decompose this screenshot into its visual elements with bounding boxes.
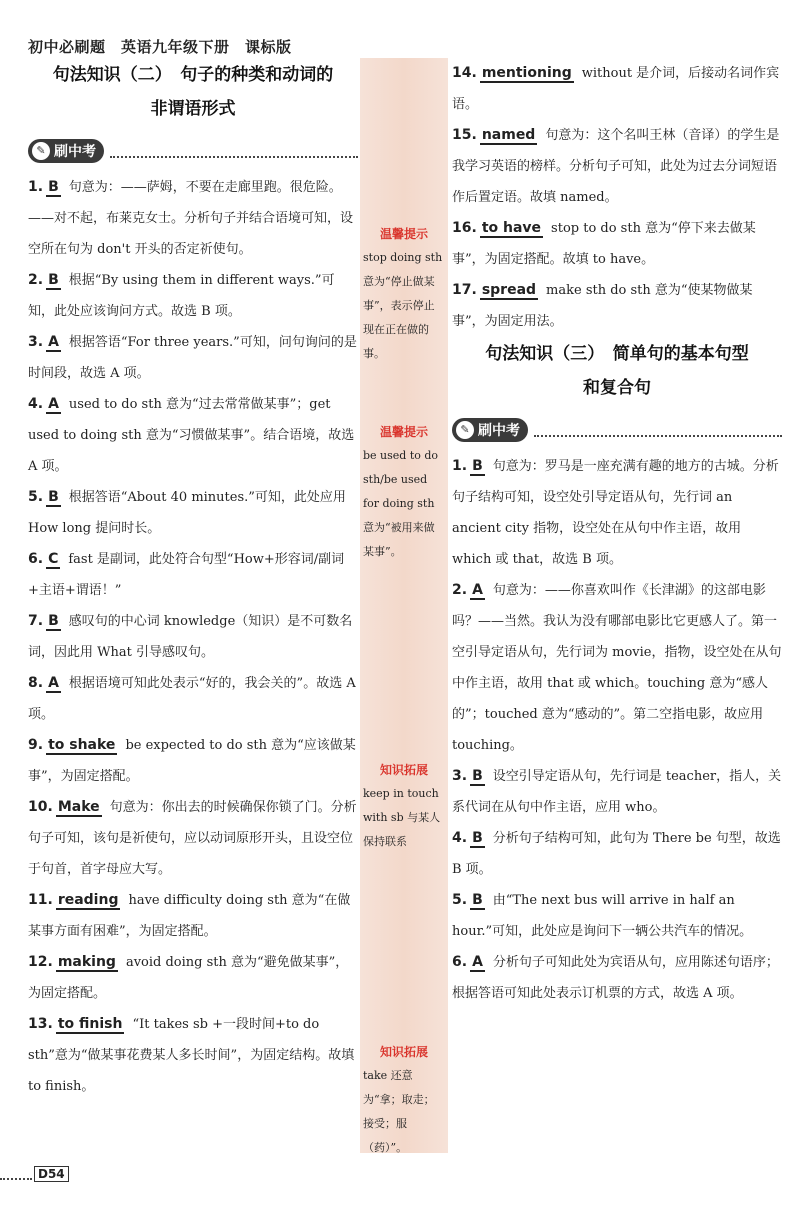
tip-text: be used to do sth/be used for doing sth 意为“被用来做某事”。 bbox=[363, 449, 439, 558]
answer-list bbox=[28, 172, 358, 1102]
item-number: 8. bbox=[28, 675, 44, 691]
answer-item bbox=[28, 482, 358, 544]
item-answer: named bbox=[481, 127, 536, 143]
section-title-line2: 和复合句 bbox=[583, 378, 651, 398]
item-answer: A bbox=[472, 582, 483, 598]
item-answer: B bbox=[48, 272, 59, 288]
item-explanation: 根据“By using them in different ways.”可知，此处应该询问方式。故选 B 项。 bbox=[28, 273, 335, 319]
item-explanation: 句意为：你出去的时候确保你锁了门。分析句子可知，该句是祈使句，应以动词原形开头，且设空位于句首，首字母应大写。 bbox=[28, 800, 357, 877]
item-number: 4. bbox=[28, 396, 44, 412]
item-number: 14. bbox=[452, 65, 477, 81]
tip-box bbox=[360, 222, 448, 366]
item-explanation: 分析句子可知此处为宾语从句，应用陈述句语序；根据答语可知此处表示订机票的方式，故选 A 项。 bbox=[452, 955, 779, 1001]
page-number: D54 bbox=[34, 1166, 69, 1182]
item-explanation: used to do sth 意为“过去常常做某事”；get used to doing sth 意为“习惯做某事”。结合语境，故选 A 项。 bbox=[28, 397, 355, 474]
item-explanation: without 是介词，后接动名词作宾语。 bbox=[452, 66, 780, 112]
left-column bbox=[28, 58, 358, 1102]
item-number: 10. bbox=[28, 799, 53, 815]
item-answer: A bbox=[48, 675, 59, 691]
item-number: 4. bbox=[452, 830, 468, 846]
answer-item bbox=[28, 792, 358, 885]
item-number: 12. bbox=[28, 954, 53, 970]
item-explanation: 根据答语“About 40 minutes.”可知，此处应用 How long 提问时长。 bbox=[28, 490, 346, 536]
item-answer: B bbox=[472, 892, 483, 908]
item-answer: B bbox=[472, 768, 483, 784]
item-answer: B bbox=[472, 830, 483, 846]
tip-text: keep in touch with sb 与某人保持联系 bbox=[363, 787, 441, 848]
item-explanation: 根据语境可知此处表示“好的，我会关的”。故选 A 项。 bbox=[28, 676, 356, 722]
badge-label: 刷中考 bbox=[54, 144, 96, 160]
item-number: 6. bbox=[28, 551, 44, 567]
answer-item bbox=[452, 120, 782, 213]
answer-item bbox=[452, 213, 782, 275]
section-title: 句法知识（三） 简单句的基本句型 bbox=[485, 344, 749, 364]
answer-item bbox=[28, 730, 358, 792]
item-number: 5. bbox=[452, 892, 468, 908]
item-answer: A bbox=[472, 954, 483, 970]
tip-box bbox=[360, 1040, 448, 1160]
item-number: 2. bbox=[28, 272, 44, 288]
answer-item bbox=[452, 58, 782, 120]
item-answer: A bbox=[48, 334, 59, 350]
answer-item bbox=[28, 1009, 358, 1102]
item-number: 9. bbox=[28, 737, 44, 753]
answer-item bbox=[452, 451, 782, 575]
footer-dotted-line bbox=[0, 1178, 32, 1180]
item-answer: Make bbox=[57, 799, 100, 815]
item-number: 1. bbox=[452, 458, 468, 474]
item-number: 7. bbox=[28, 613, 44, 629]
item-explanation: 分析句子结构可知，此句为 There be 句型，故选 B 项。 bbox=[452, 831, 781, 877]
item-explanation: 句意为：——你喜欢叫作《长津湖》的这部电影吗？——当然。我认为没有哪部电影比它更感人了。第一空引导定语从句，先行词为 movie，指物，设空处在从句中作主语，故用 that 或 which。touching 意为“感人的”；touched 意为“感动的”。第二空指电影，故应用 touching。 bbox=[452, 583, 782, 753]
item-explanation: 句意为：这个名叫王林（音译）的学生是我学习英语的榜样。分析句子可知，此处为过去分词短语作后置定语。故填 named。 bbox=[452, 128, 780, 205]
tip-title: 温馨提示 bbox=[379, 425, 428, 439]
item-explanation: stop to do sth 意为“停下来去做某事”，为固定搭配。故填 to have。 bbox=[452, 221, 756, 267]
tip-text: stop doing sth 意为“停止做某事”，表示停止现在正在做的事。 bbox=[363, 251, 443, 360]
answer-item bbox=[452, 885, 782, 947]
section-title-line2: 非谓语形式 bbox=[150, 99, 236, 119]
item-number: 11. bbox=[28, 892, 53, 908]
answer-item bbox=[28, 544, 358, 606]
answer-item bbox=[28, 172, 358, 265]
exam-badge bbox=[452, 417, 782, 443]
answer-item bbox=[28, 885, 358, 947]
item-answer: spread bbox=[481, 282, 537, 298]
tip-box bbox=[360, 758, 448, 854]
answer-item bbox=[452, 823, 782, 885]
dotted-line bbox=[534, 423, 782, 437]
item-answer: to have bbox=[481, 220, 542, 236]
item-answer: B bbox=[48, 613, 59, 629]
answer-item bbox=[28, 327, 358, 389]
answer-item bbox=[452, 275, 782, 337]
badge-label: 刷中考 bbox=[478, 423, 520, 439]
answer-item bbox=[28, 947, 358, 1009]
exam-badge bbox=[28, 138, 358, 164]
item-explanation: “It takes sb +一段时间+to do sth”意为“做某事花费某人多长时间”，为固定结构。故填 to finish。 bbox=[28, 1017, 355, 1094]
item-answer: C bbox=[48, 551, 59, 567]
item-number: 13. bbox=[28, 1016, 53, 1032]
item-number: 16. bbox=[452, 220, 477, 236]
item-explanation: 由“The next bus will arrive in half an hour.”可知，此处应是询问下一辆公共汽车的情况。 bbox=[452, 893, 753, 939]
tip-title: 温馨提示 bbox=[379, 227, 428, 241]
tip-title: 知识拓展 bbox=[379, 763, 428, 777]
item-number: 3. bbox=[28, 334, 44, 350]
pen-icon: ✎ bbox=[456, 421, 474, 439]
item-number: 1. bbox=[28, 179, 44, 195]
item-explanation: 感叹句的中心词 knowledge（知识）是不可数名词，因此用 What 引导感叹句。 bbox=[28, 614, 353, 660]
answer-item bbox=[452, 575, 782, 761]
answer-item bbox=[28, 389, 358, 482]
item-explanation: be expected to do sth 意为“应该做某事”，为固定搭配。 bbox=[28, 738, 356, 784]
section-title: 句法知识（二） 句子的种类和动词的 bbox=[52, 65, 334, 85]
item-number: 17. bbox=[452, 282, 477, 298]
item-answer: B bbox=[472, 458, 483, 474]
item-explanation: 设空引导定语从句，先行词是 teacher，指人，关系代词在从句中作主语，应用 who。 bbox=[452, 769, 782, 815]
item-answer: B bbox=[48, 179, 59, 195]
answer-list bbox=[452, 451, 782, 1009]
answer-item bbox=[28, 265, 358, 327]
item-answer: to shake bbox=[48, 737, 116, 753]
item-number: 15. bbox=[452, 127, 477, 143]
answer-item bbox=[28, 668, 358, 730]
item-explanation: 句意为：——萨姆，不要在走廊里跑。很危险。——对不起，布莱克女士。分析句子并结合语境可知，设空所在句为 don't 开头的否定祈使句。 bbox=[28, 180, 354, 257]
item-explanation: 句意为：罗马是一座充满有趣的地方的古城。分析句子结构可知，设空处引导定语从句，先行词 an ancient city 指物，设空处在从句中作主语，故用 which 或 that，故选 B 项。 bbox=[452, 459, 779, 567]
item-answer: reading bbox=[57, 892, 119, 908]
item-answer: A bbox=[48, 396, 59, 412]
item-number: 6. bbox=[452, 954, 468, 970]
item-answer: making bbox=[57, 954, 116, 970]
item-explanation: 根据答语“For three years.”可知，问句询问的是时间段，故选 A 项。 bbox=[28, 335, 357, 381]
item-number: 2. bbox=[452, 582, 468, 598]
item-number: 5. bbox=[28, 489, 44, 505]
answer-item bbox=[452, 947, 782, 1009]
answer-item bbox=[452, 761, 782, 823]
answer-item bbox=[28, 606, 358, 668]
item-explanation: have difficulty doing sth 意为“在做某事方面有困难”，为固定搭配。 bbox=[28, 893, 351, 939]
item-answer: to finish bbox=[57, 1016, 123, 1032]
answer-list-top bbox=[452, 58, 782, 337]
item-answer: mentioning bbox=[481, 65, 572, 81]
item-number: 3. bbox=[452, 768, 468, 784]
tip-text: take 还意为“拿；取走；接受；服（药）”。 bbox=[363, 1069, 435, 1154]
tip-title: 知识拓展 bbox=[379, 1045, 428, 1059]
page-header: 初中必刷题 英语九年级下册 课标版 bbox=[28, 38, 292, 56]
item-answer: B bbox=[48, 489, 59, 505]
tip-box bbox=[360, 420, 448, 564]
dotted-line bbox=[110, 144, 358, 158]
pen-icon: ✎ bbox=[32, 142, 50, 160]
item-explanation: make sth do sth 意为“使某物做某事”，为固定用法。 bbox=[452, 283, 753, 329]
item-explanation: fast 是副词，此处符合句型“How+形容词/副词+主语+谓语！” bbox=[28, 552, 345, 598]
tips-column bbox=[360, 58, 448, 1153]
item-explanation: avoid doing sth 意为“避免做某事”，为固定搭配。 bbox=[28, 955, 349, 1001]
right-column bbox=[452, 58, 782, 1009]
